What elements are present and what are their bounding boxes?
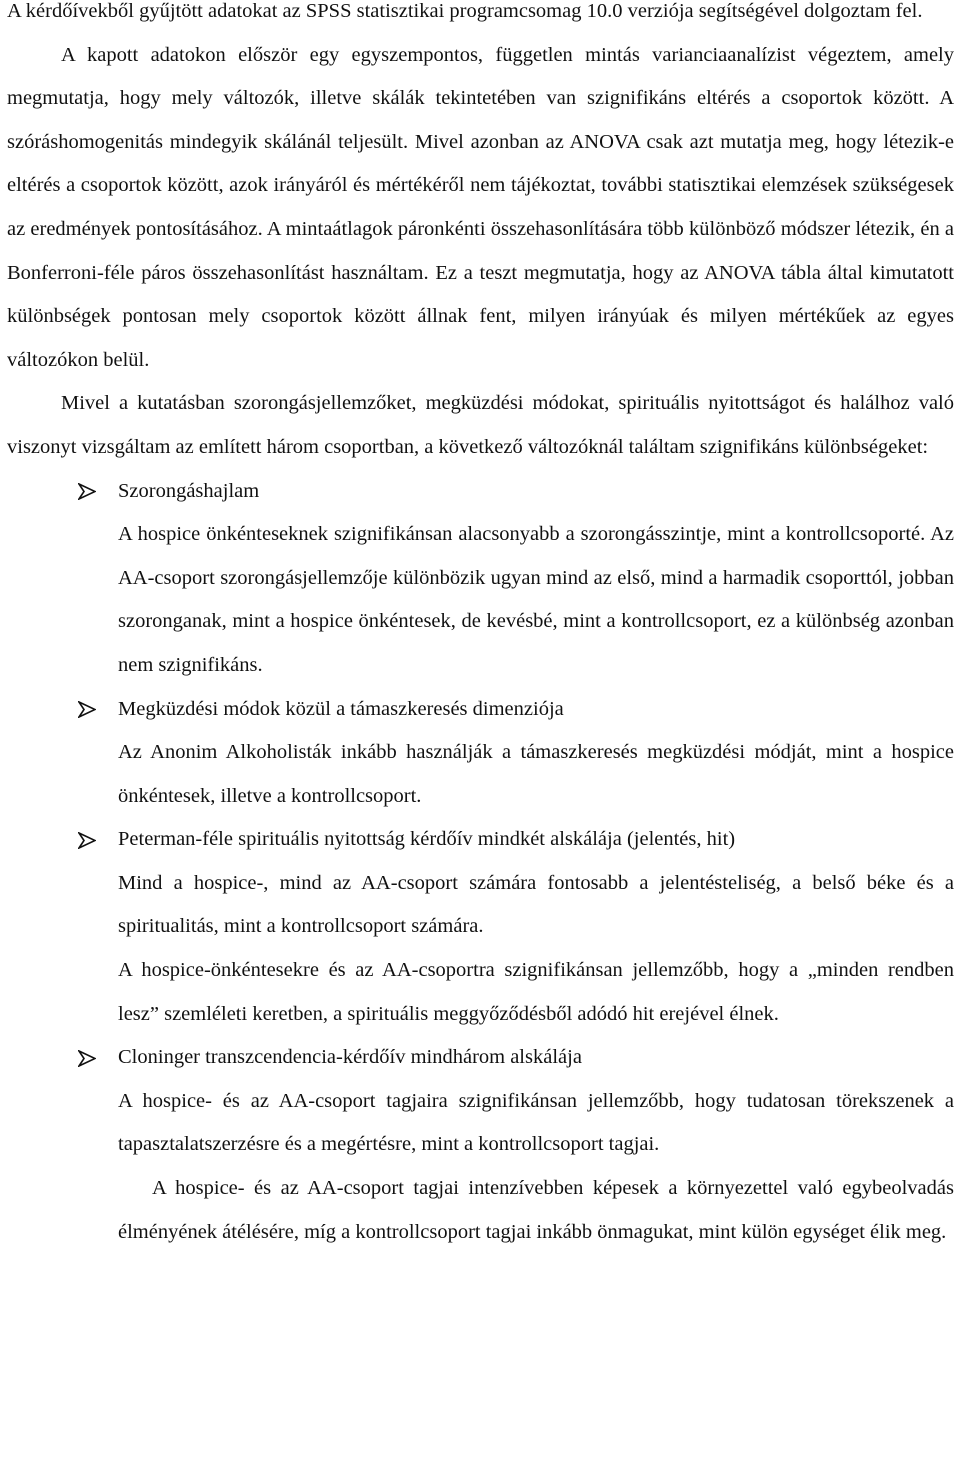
list-item-text: A hospice- és az AA-csoport tagjai intenzívebben képesek a környezettel való egybeolvadás élményének átélésére, míg a kontrollcsoport tagjai inkább önmagukat, mint külön egységet élik meg. bbox=[118, 1177, 954, 1243]
list-item-cloninger bbox=[7, 1036, 954, 1254]
arrowhead-bullet-icon bbox=[78, 818, 104, 862]
arrowhead-bullet-icon bbox=[78, 470, 104, 514]
list-item-title: Cloninger transzcendencia-kérdőív mindhárom alskálája bbox=[118, 1046, 582, 1069]
list-item-text: A hospice-önkéntesekre és az AA-csoportra szignifikánsan jellemzőbb, hogy a „minden rendben lesz” szemléleti keretben, a spirituális meggyőződésből adódó hit erejével élnek. bbox=[118, 959, 954, 1025]
list-item-title: Szorongáshajlam bbox=[118, 479, 260, 502]
list-item-text: Az Anonim Alkoholisták inkább használják a támaszkeresés megküzdési módját, mint a hospice önkéntesek, illetve a kontrollcsoport. bbox=[118, 741, 954, 807]
arrowhead-bullet-icon bbox=[78, 1036, 104, 1080]
list-item-anxiety bbox=[7, 470, 954, 688]
intro-paragraph-variables: Mivel a kutatásban szorongásjellemzőket, megküzdési módokat, spirituális nyitottságot és halálhoz való viszonyt vizsgáltam az említett három csoportban, a következő változóknál találtam szignifikáns különbségeket: bbox=[7, 392, 954, 458]
list-item-text: A hospice önkénteseknek szignifikánsan alacsonyabb a szorongásszintje, mint a kontrollcsoporté. Az AA-csoport szorongásjellemzője különbözik ugyan mind az első, mind a harmadik csoporttól, jobban szoronganak, mint a hospice önkéntesek, de kevésbé, mint a kontrollcsoport, ez a különbség azonban nem szignifikáns. bbox=[118, 523, 954, 676]
arrowhead-bullet-icon bbox=[78, 688, 104, 732]
list-item-text: Mind a hospice-, mind az AA-csoport számára fontosabb a jelentésteliség, a belső béke és a spiritualitás, mint a kontrollcsoport számára. bbox=[118, 871, 954, 938]
list-item-coping bbox=[7, 688, 954, 819]
list-item-text: A hospice- és az AA-csoport tagjaira szignifikánsan jellemzőbb, hogy tudatosan törekszenek a tapasztalatszerzésre és a megértésre, mint a kontrollcsoport tagjai. bbox=[118, 1089, 954, 1156]
list-item-peterman bbox=[7, 818, 954, 1036]
intro-paragraph-anova: A kapott adatokon először egy egyszempontos, független mintás varianciaanalízist végeztem, amely megmutatja, hogy mely változók, illetve skálák tekintetében van szignifikáns eltérés a csoportok között. A szóráshomogenitás mindegyik skálánál teljesült. Mivel azonban az ANOVA csak azt mutatja meg, hogy létezik-e eltérés a csoportok között, azok irányáról és mértékéről nem tájékoztat, további statisztikai elemzések szükségesek az eredmények pontosításához. A mintaátlagok páronkénti összehasonlítására több különböző módszer létezik, én a Bonferroni-féle páros összehasonlítást használtam. Ez a teszt megmutatja, hogy az ANOVA tábla által kimutatott különbségek pontosan mely csoportok között állnak fent, milyen irányúak és milyen mértékűek az egyes változókon belül. bbox=[7, 43, 954, 371]
list-item-title: Peterman-féle spirituális nyitottság kérdőív mindkét alskálája (jelentés, hit) bbox=[118, 828, 736, 851]
intro-paragraph-spss: A kérdőívekből gyűjtött adatokat az SPSS statisztikai programcsomag 10.0 verziója segítségével dolgoztam fel. bbox=[7, 0, 923, 22]
list-item-title: Megküzdési módok közül a támaszkeresés dimenziója bbox=[118, 697, 564, 720]
